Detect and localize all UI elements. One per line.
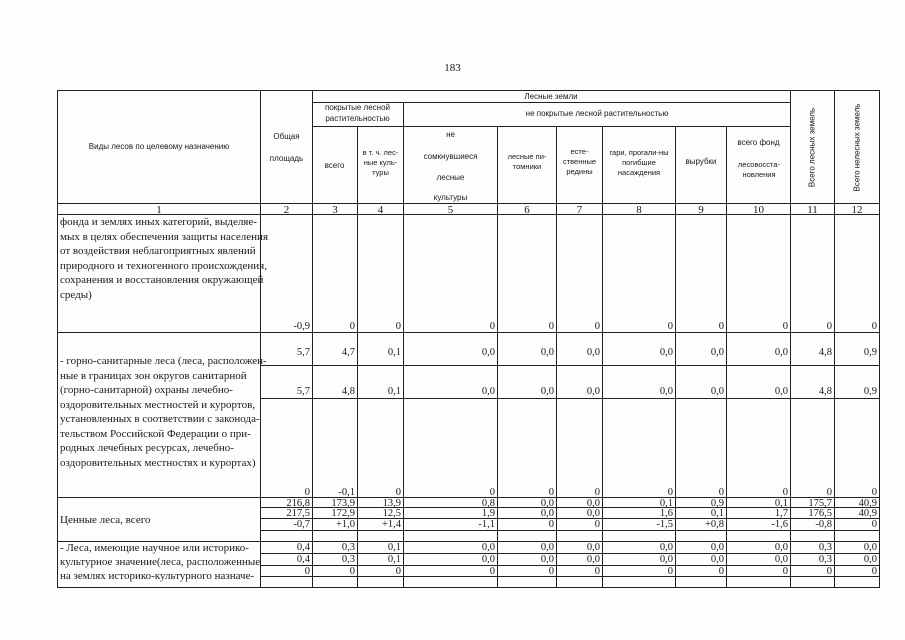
table-cell: 0,0 [863, 542, 877, 553]
table-cell: 0 [548, 487, 554, 498]
table-cell: 0 [395, 566, 401, 577]
table-cell: 0,0 [481, 347, 495, 358]
table-cell: 0,1 [387, 347, 401, 358]
table-cell: -0,7 [293, 519, 310, 530]
table-cell: 0,0 [586, 542, 600, 553]
table-cell: 0,0 [659, 554, 673, 565]
table-cell: 0,1 [659, 498, 673, 509]
table-cell: 0,3 [341, 542, 355, 553]
header-burnt-areas: гари, прогали-ны погибшие насаждения [609, 148, 669, 177]
header-unclosed-line4: культуры [433, 193, 468, 202]
table-cell: 0,0 [659, 542, 673, 553]
header-reforestation-line1: всего фонд [737, 138, 780, 147]
table-cell: 173,9 [331, 498, 355, 509]
table-cell: -0,9 [293, 321, 310, 332]
table-cell: 0 [826, 487, 832, 498]
header-reforestation-line2: лесовосста-новления [737, 160, 781, 179]
table-cell: 0,0 [659, 347, 673, 358]
table-cell: 0 [594, 519, 600, 530]
table-cell: 0 [489, 321, 495, 332]
table-cell: 0 [826, 566, 832, 577]
table-cell: -0,8 [815, 519, 832, 530]
table-cell: 216,8 [286, 498, 310, 509]
table-cell: 0 [489, 566, 495, 577]
header-total-forest-lands: Всего лесных земель [807, 107, 817, 188]
table-cell: 40,9 [858, 498, 877, 509]
header-covered-line1: покрытые лесной [324, 103, 391, 112]
table-cell: 0,4 [296, 542, 310, 553]
table-cell: 1,7 [774, 508, 788, 519]
table-cell: 0 [395, 321, 401, 332]
table-cell: 0,9 [710, 498, 724, 509]
table-cell: 0,1 [710, 508, 724, 519]
table-cell: -1,1 [478, 519, 495, 530]
table-cell: 0,0 [481, 386, 495, 397]
table-cell: 0 [395, 487, 401, 498]
table-cell: 0,3 [818, 554, 832, 565]
header-clearings: вырубки [685, 157, 717, 166]
table-cell: 0,0 [481, 542, 495, 553]
section-description: - Леса, имеющие научное или историко- культурное значение(леса, расположенные на землях историко-культурного назначе- [60, 542, 261, 582]
column-number-7: 7 [576, 204, 583, 216]
table-cell: 0,1 [387, 542, 401, 553]
table-cell: 0,0 [774, 554, 788, 565]
table-cell: 0,1 [387, 386, 401, 397]
table-cell: 0,1 [774, 498, 788, 509]
table-cell: 0,9 [863, 386, 877, 397]
table-cell: 40,9 [858, 508, 877, 519]
header-nurseries: лесные пи-томники [507, 152, 547, 171]
header-total-nonforest-lands: Всего нелесных земель [852, 103, 862, 192]
header-unclosed-line1: не [446, 130, 455, 139]
section-description: - горно-санитарные леса (леса, расположен- ные в границах зон округов санитарной (горно-санитарной) охраны лечебно- оздоровительных местностей и курортов, установленных в соответствии с законода- тельством Российской Федерации о при- родных лечебных ресурсах, лечебно- оздоровительных местностях и курортах) [60, 355, 267, 469]
table-cell: 0,0 [710, 554, 724, 565]
column-number-12: 12 [851, 204, 863, 216]
table-cell: 0,0 [659, 386, 673, 397]
column-number-9: 9 [698, 204, 704, 216]
table-cell: 0,0 [710, 386, 724, 397]
table-cell: 0 [548, 321, 554, 332]
table-cell: 0,9 [863, 347, 877, 358]
column-number-10: 10 [753, 204, 764, 216]
table-cell: 0,0 [586, 554, 600, 565]
table-cell: 0 [871, 519, 877, 530]
table-cell: 0 [782, 566, 788, 577]
table-cell: 0 [594, 321, 600, 332]
table-cell: 175,7 [808, 498, 832, 509]
table-cell: 0,0 [774, 542, 788, 553]
table-cell: 4,8 [818, 347, 832, 358]
header-forest-lands: Лесные земли [524, 92, 578, 101]
header-not-covered: не покрытые лесной растительностью [525, 109, 669, 118]
table-cell: +0,8 [704, 519, 724, 530]
table-cell: 0,0 [774, 386, 788, 397]
table-cell: +1,4 [381, 519, 401, 530]
header-incl-plantations: в т. ч. лес-ные куль-туры [362, 148, 399, 177]
section-description: Ценные леса, всего [60, 514, 151, 526]
header-natural-glades: есте-ственные редины [562, 147, 597, 176]
table-cell: 1,6 [659, 508, 673, 519]
table-cell: 0 [826, 321, 832, 332]
table-cell: 0 [871, 487, 877, 498]
table-cell: 176,5 [808, 508, 832, 519]
column-number-8: 8 [636, 204, 642, 216]
column-number-2: 2 [283, 204, 290, 216]
table-cell: 172,9 [331, 508, 355, 519]
table-cell: 217,5 [286, 508, 310, 519]
section-description: фонда и землях иных категорий, выделяе- мых в целях обеспечения защиты населения от воздействия неблагоприятных явлений природного и техногенного происхождения, сохранения и восстановления окружающей среды) [60, 216, 269, 301]
table-cell: 5,7 [296, 347, 310, 358]
column-number-4: 4 [377, 204, 384, 216]
table-cell: 0,0 [540, 347, 554, 358]
table-cell: 0 [349, 321, 355, 332]
header-all: всего [324, 161, 345, 170]
table-cell: 12,5 [382, 508, 401, 519]
header-unclosed-line3: лесные [436, 173, 465, 182]
table-cell: 0 [667, 321, 673, 332]
table-cell: -1,5 [656, 519, 673, 530]
column-number-6: 6 [524, 204, 530, 216]
table-cell: 0 [782, 487, 788, 498]
table-cell: 4,7 [341, 347, 355, 358]
table-cell: 0 [871, 321, 877, 332]
table-cell: 0,0 [481, 554, 495, 565]
table-cell: 0 [548, 519, 554, 530]
table-cell: +1,0 [335, 519, 355, 530]
table-cell: 0,0 [586, 386, 600, 397]
table-cell: 0,3 [341, 554, 355, 565]
table-cell: 0 [871, 566, 877, 577]
table-cell: 0 [349, 566, 355, 577]
table-cell: 0,4 [296, 554, 310, 565]
table-cell: 0 [304, 487, 310, 498]
table-cell: 0,0 [710, 347, 724, 358]
column-number-1: 1 [156, 204, 162, 216]
table-cell: 0,1 [387, 554, 401, 565]
table-cell: 0 [718, 566, 724, 577]
table-cell: 0 [594, 566, 600, 577]
header-total-area-line2: площадь [269, 154, 304, 163]
table-cell: 0 [548, 566, 554, 577]
table-cell: 0,0 [540, 554, 554, 565]
column-number-3: 3 [332, 204, 338, 216]
page-number: 183 [444, 62, 461, 74]
table-cell: 0,8 [481, 498, 495, 509]
table-cell: 0,0 [586, 347, 600, 358]
table-cell: 4,8 [341, 386, 355, 397]
table-cell: 0 [594, 487, 600, 498]
header-total-area-line1: Общая [273, 132, 300, 141]
table-cell: 0 [667, 566, 673, 577]
header-covered-line2: растительностью [325, 114, 390, 123]
header-unclosed-line2: сомкнувшиеся [423, 152, 478, 161]
table-cell: 0,0 [710, 542, 724, 553]
table-cell: 0,0 [586, 508, 600, 519]
table-cell: 0,0 [774, 347, 788, 358]
table-cell: 0 [489, 487, 495, 498]
table-cell: 1,9 [481, 508, 495, 519]
table-cell: 0 [782, 321, 788, 332]
table-cell: 0,0 [540, 508, 554, 519]
column-number-11: 11 [807, 204, 818, 216]
column-number-5: 5 [447, 204, 454, 216]
table-cell: 0,0 [540, 542, 554, 553]
table-cell: 0 [304, 566, 310, 577]
table-cell: 0,0 [863, 554, 877, 565]
table-cell: 13,9 [382, 498, 401, 509]
table-cell: -1,6 [771, 519, 788, 530]
header-view-types: Виды лесов по целевому назначению [88, 142, 230, 151]
table-cell: 0 [718, 487, 724, 498]
table-cell: 0,0 [540, 498, 554, 509]
table-cell: 0 [667, 487, 673, 498]
table-cell: 0,0 [540, 386, 554, 397]
table-cell: 5,7 [296, 386, 310, 397]
table-cell: -0,1 [338, 487, 355, 498]
table-cell: 0 [718, 321, 724, 332]
table-cell: 0,3 [818, 542, 832, 553]
table-cell: 4,8 [818, 386, 832, 397]
table-cell: 0,0 [586, 498, 600, 509]
